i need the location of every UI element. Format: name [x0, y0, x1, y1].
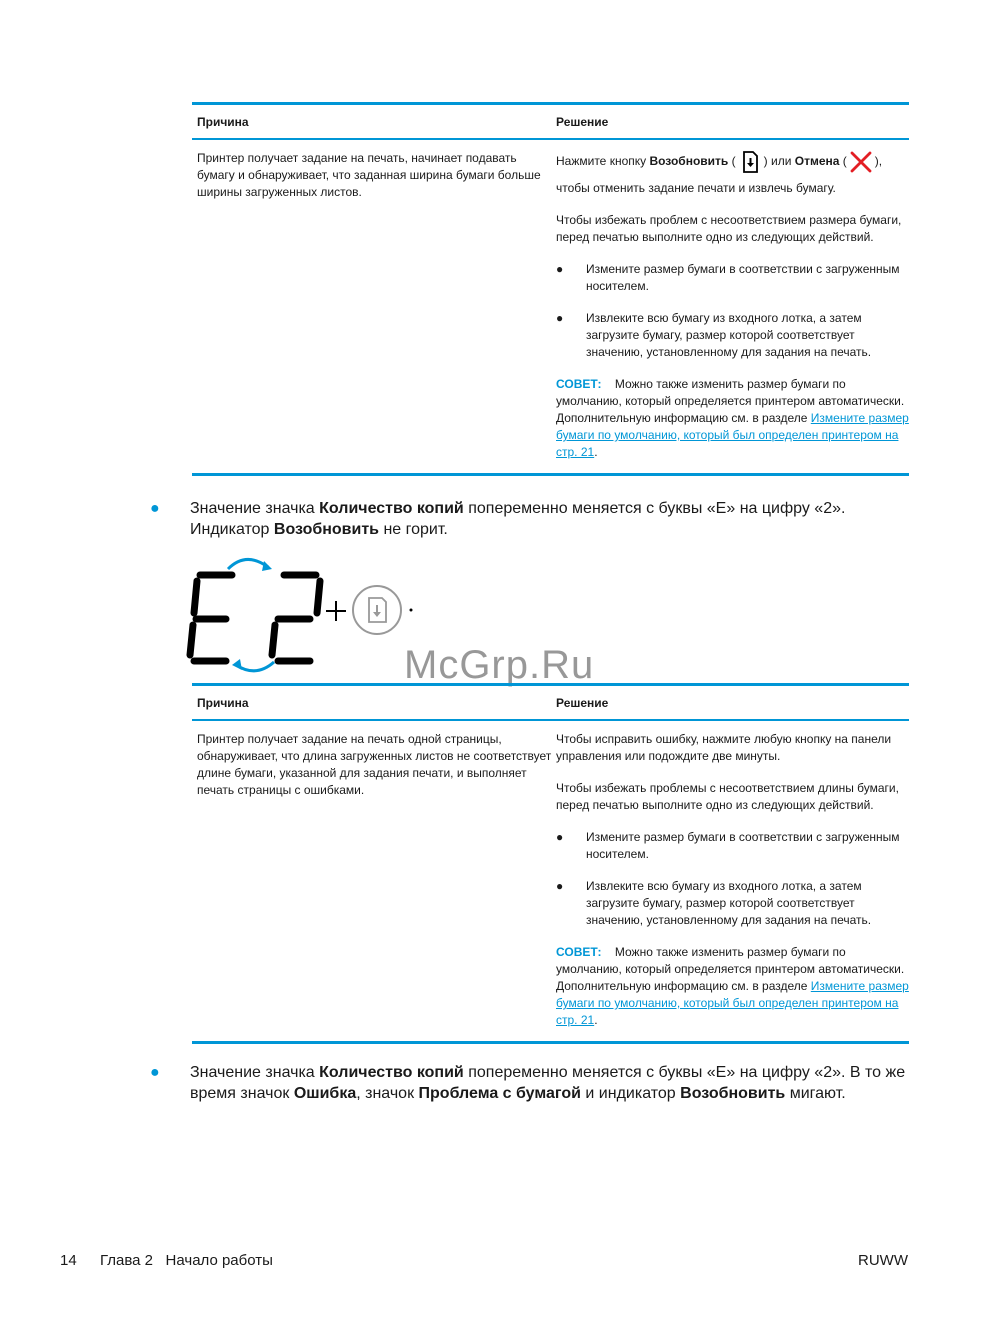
- list-item: ● Извлеките всю бумагу из входного лотка, а затем загрузите бумагу, размер которой соответствует значению, установленному для задания на печать.: [556, 311, 872, 359]
- table-header: [192, 105, 909, 140]
- solution-cell: [552, 150, 909, 461]
- bullet-dot-icon: ●: [556, 830, 564, 844]
- bullet-dot-icon: ●: [556, 262, 564, 276]
- header-solution: Решение: [556, 695, 609, 710]
- solution-cell: [552, 731, 909, 1029]
- cancel-label: Отмена: [794, 154, 840, 169]
- error-table-1: [192, 102, 909, 476]
- solution-para2: Чтобы избежать проблем с несоответствием размера бумаги, перед печатью выполните одно из следующих действий.: [556, 213, 902, 244]
- solution-end: чтобы отменить задание печати и извлечь бумагу.: [556, 181, 836, 195]
- header-cause: Причина: [197, 114, 249, 129]
- page-number: 14: [60, 1252, 77, 1269]
- list-item: ● Извлеките всю бумагу из входного лотка, а затем загрузите бумагу, размер которой соответствует значению, установленному для задания на печать.: [556, 879, 872, 927]
- table-header: [192, 686, 909, 721]
- watermark: McGrp.Ru: [404, 643, 595, 687]
- main-bullet-b: ● Значение значка Количество копий попеременно меняется с буквы «E» на цифру «2». В то же время значок Ошибка, значок Проблема с бумагой и индикатор Возобновить мигают.: [150, 1064, 906, 1102]
- resume-label: Возобновить: [649, 154, 729, 169]
- bullet-dot-icon: ●: [556, 879, 564, 893]
- bullet-dot-icon: ●: [150, 1064, 160, 1081]
- header-cause: Причина: [197, 695, 249, 710]
- table-row: [192, 140, 909, 473]
- solution-para2: Чтобы избежать проблемы с несоответствием длины бумаги, перед печатью выполните одно из следующих действий.: [556, 781, 899, 812]
- list-item: ● Измените размер бумаги в соответствии с загруженным носителем.: [556, 262, 900, 293]
- chapter-title: Глава 2 Начало работы: [100, 1252, 273, 1269]
- tip-link[interactable]: Измените размер бумаги по умолчанию, который был определен принтером на стр. 21: [556, 411, 909, 459]
- cancel-x-icon: [849, 150, 873, 174]
- cause-text: Принтер получает задание на печать одной страницы, обнаруживает, что длина загруженных листов не соответствует длине бумаги, указанной для задания печати, и выполняет печать страницы с ошибками.: [197, 732, 552, 797]
- cause-text: Принтер получает задание на печать, начинает подавать бумагу и обнаруживает, что заданная ширина бумаги больше ширины загруженных листов.: [197, 151, 541, 199]
- bullet-dot-icon: ●: [150, 500, 160, 517]
- tip-note: СОВЕТ: Можно также изменить размер бумаги по умолчанию, который определяется принтером автоматически. Дополнительную информацию см. в разделе Измените размер бумаги по умолчанию, который был определен принтером на стр. 21.: [556, 945, 909, 1027]
- tip-link[interactable]: Измените размер бумаги по умолчанию, который был определен принтером на стр. 21: [556, 979, 909, 1027]
- locale-code: RUWW: [858, 1252, 908, 1269]
- error-table-2: [192, 683, 909, 1044]
- table-row: [192, 721, 909, 1041]
- list-item: ● Измените размер бумаги в соответствии с загруженным носителем.: [556, 830, 900, 861]
- tip-note: СОВЕТ: Можно также изменить размер бумаги по умолчанию, который определяется принтером автоматически. Дополнительную информацию см. в разделе Измените размер бумаги по умолчанию, который был определен принтером на стр. 21.: [556, 377, 909, 459]
- resume-icon: [738, 150, 762, 174]
- bullet-dot-icon: ●: [556, 311, 564, 325]
- header-solution: Решение: [556, 114, 609, 129]
- main-bullet-a: ● Значение значка Количество копий попеременно меняется с буквы «E» на цифру «2». Индикатор Возобновить не горит.: [150, 500, 846, 538]
- seven-segment-e2-display: [186, 555, 426, 680]
- solution-instruction: Нажмите кнопку Возобновить ( ) или Отмена ( ),: [556, 150, 909, 174]
- solution-para1: Чтобы исправить ошибку, нажмите любую кнопку на панели управления или подождите две минуты.: [556, 732, 892, 763]
